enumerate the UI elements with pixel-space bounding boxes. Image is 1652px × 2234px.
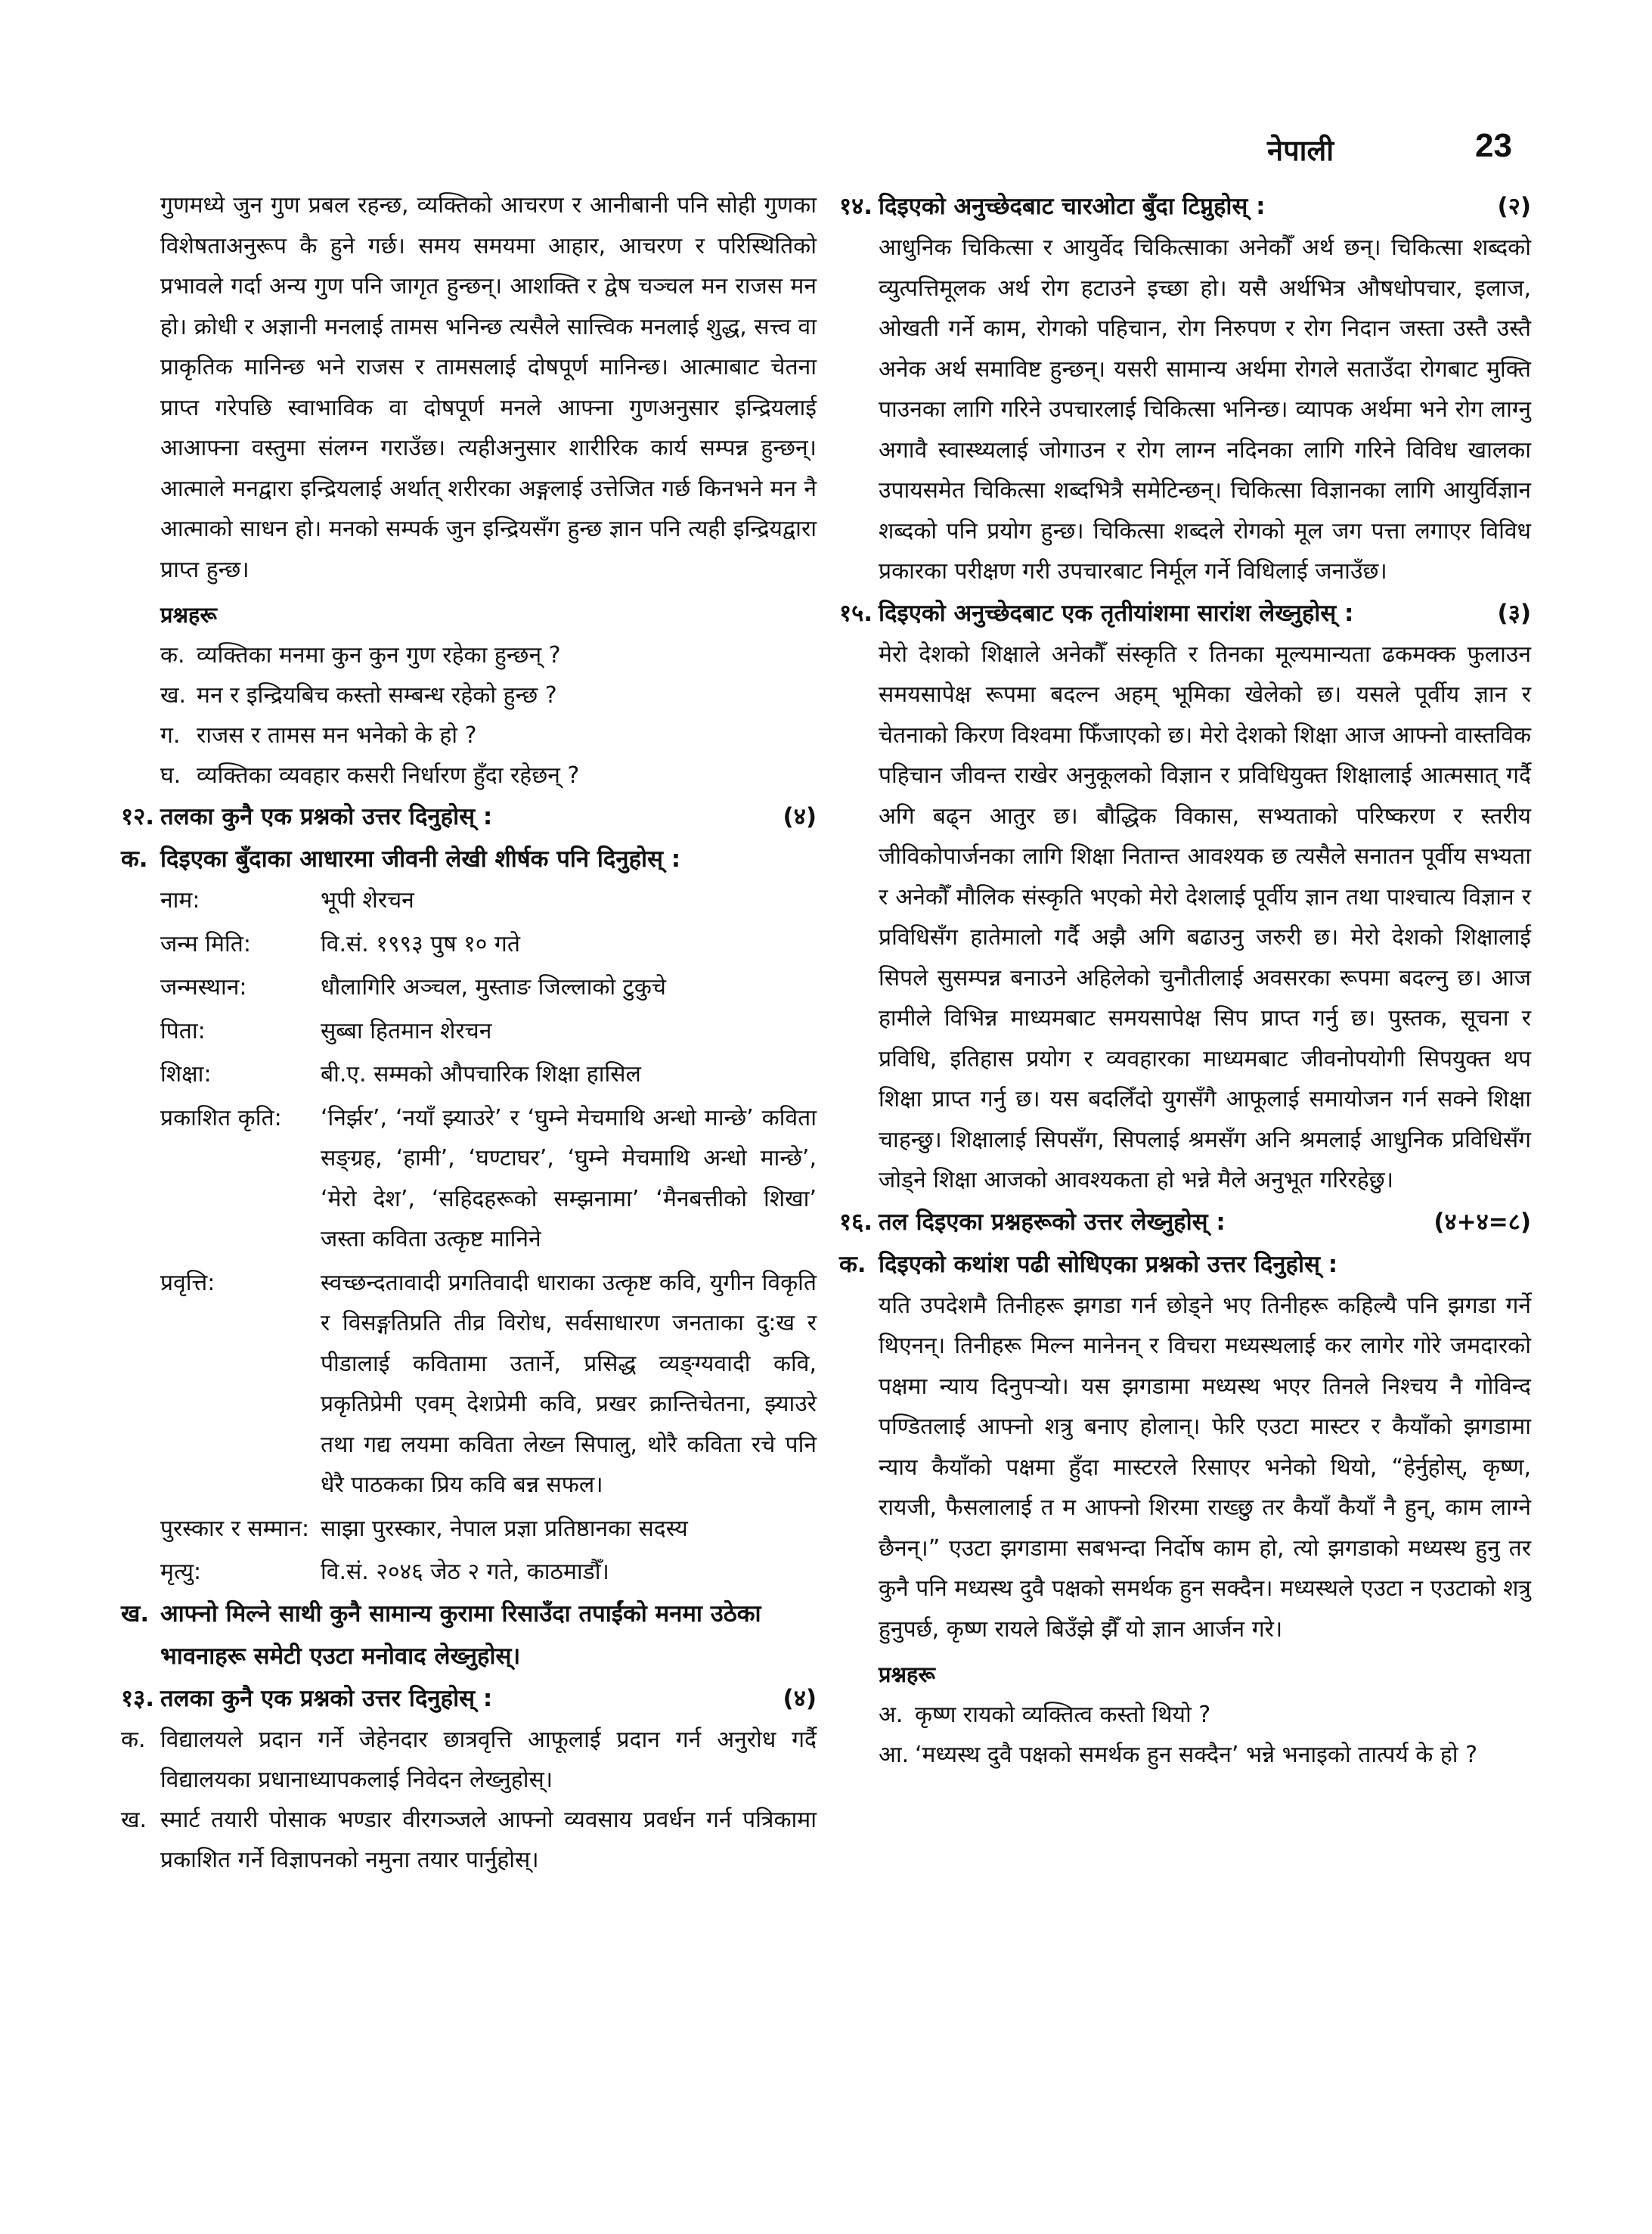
page-header [1179, 127, 1527, 175]
question-label: घ. [160, 762, 181, 789]
question-title: तल दिइएका प्रश्नहरूको उत्तर लेख्नुहोस् : [879, 1208, 1226, 1236]
bio-key: नाम: [160, 887, 200, 914]
question-title: दिइएको अनुच्छेदबाट एक तृतीयांशमा सारांश लेख्नुहोस् : [879, 599, 1354, 627]
questions-heading: प्रश्नहरू [160, 602, 217, 628]
question-title: तलका कुनै एक प्रश्नको उत्तर दिनुहोस् : [160, 803, 493, 830]
passage-q11: गुणमध्ये जुन गुण प्रबल रहन्छ, व्यक्तिको आचरण र आनीबानी पनि सोही गुणका विशेषताअनुरूप कै हुने गर्छ। समय समयमा आहार, आचरण र परिस्थितिको प्रभावले गर्दा अन्य गुण पनि जागृत हुन्छन्। आशक्ति र द्वेष चञ्चल मन राजस मन हो। क्रोधी र अज्ञानी मनलाई तामस भनिन्छ त्यसैले सात्त्विक मनलाई शुद्ध, सत्त्व वा प्राकृतिक मानिन्छ भने राजस र तामसलाई दोषपूर्ण मानिन्छ। आत्माबाट चेतना प्राप्त गरेपछि स्वाभाविक वा दोषपूर्ण मनले आफ्ना गुणअनुसार इन्द्रियलाई आआफ्ना वस्तुमा संलग्न गराउँछ। त्यहीअनुसार शारीरिक कार्य सम्पन्न हुन्छन्। आत्माले मनद्वारा इन्द्रियलाई अर्थात् शरीरका अङ्गलाई उत्तेजित गर्छ किनभने मन नै आत्माको साधन हो। मनको सम्पर्क जुन इन्द्रियसँग हुन्छ ज्ञान पनि त्यही इन्द्रियद्वारा प्राप्त हुन्छ। [160, 192, 817, 583]
question-title: तलका कुनै एक प्रश्नको उत्तर दिनुहोस् : [160, 1684, 493, 1712]
sub-label: क. [121, 846, 148, 873]
question-12-heading [121, 796, 817, 838]
bio-key: प्रवृत्ति: [160, 1269, 215, 1296]
question-item [160, 756, 817, 796]
bio-key: पिता: [160, 1017, 206, 1044]
sub-title: दिइएका बुँदाका आधारमा जीवनी लेखी शीर्षक पनि दिनुहोस् : [160, 846, 681, 873]
right-column [839, 185, 1531, 1775]
question-label: अ. [879, 1702, 903, 1728]
question-label: ख. [160, 682, 187, 709]
question-list [839, 1695, 1531, 1775]
bio-row-birthplace [160, 967, 817, 1008]
bio-key: जन्म मिति: [160, 930, 251, 957]
question-text: व्यक्तिका मनमा कुन कुन गुण रहेका हुन्छन् ? [197, 642, 561, 669]
question-label: आ. [879, 1742, 910, 1768]
bio-value: सुब्बा हितमान शेरचन [321, 1017, 492, 1044]
question-text: व्यक्तिका व्यवहार कसरी निर्धारण हुँदा रहेछन् ? [197, 762, 580, 789]
question-item [160, 635, 817, 675]
page-number: 23 [1475, 127, 1512, 164]
biography-table [160, 880, 817, 1593]
bio-row-education [160, 1054, 817, 1095]
bio-row-awards [160, 1509, 817, 1550]
question-marks: (४) [783, 1684, 817, 1712]
question-number: १५. [839, 599, 873, 627]
left-column [121, 185, 817, 1880]
bio-row-father [160, 1011, 817, 1052]
bio-key: प्रकाशित कृति: [160, 1104, 282, 1131]
question-12a-heading [121, 838, 817, 880]
question-13-option [121, 1720, 817, 1800]
question-item [879, 1695, 1531, 1735]
question-16a-heading [839, 1243, 1531, 1286]
sub-title: आफ्नो मिल्ने साथी कुनै सामान्य कुरामा रिसाउँदा तपाईंको मनमा उठेका भावनाहरू समेटी एउटा मनोवाद लेख्नुहोस्। [160, 1599, 761, 1670]
bio-key: मृत्यु: [160, 1559, 202, 1585]
bio-row-death [160, 1552, 817, 1593]
bio-value: वि.सं. १९९३ पुष १० गते [321, 930, 520, 957]
bio-value: वि.सं. २०४६ जेठ २ गते, काठमाडौँ। [321, 1559, 609, 1585]
question-13-option [121, 1800, 817, 1880]
question-14-heading [839, 185, 1531, 228]
question-15-heading [839, 592, 1531, 635]
question-text: मन र इन्द्रियबिच कस्तो सम्बन्ध रहेको हुन्छ ? [197, 682, 557, 709]
question-label: क. [160, 642, 185, 669]
question-list [121, 635, 817, 796]
question-number: १२. [121, 803, 155, 830]
option-label: ख. [121, 1806, 147, 1833]
bio-key: पुरस्कार र सम्मान: [160, 1515, 310, 1542]
question-16-heading [839, 1201, 1531, 1243]
question-item [160, 715, 817, 756]
bio-key: जन्मस्थान: [160, 974, 247, 1001]
questions-heading: प्रश्नहरू [879, 1662, 935, 1687]
option-label: क. [121, 1726, 146, 1753]
sub-label: ख. [121, 1599, 150, 1627]
bio-value: साझा पुरस्कार, नेपाल प्रज्ञा प्रतिष्ठानका सदस्य [321, 1515, 688, 1542]
bio-row-name [160, 880, 817, 921]
subject-title: नेपाली [1267, 134, 1334, 167]
bio-value: धौलागिरि अञ्चल, मुस्ताङ जिल्लाको टुकुचे [321, 974, 666, 1001]
option-text: विद्यालयले प्रदान गर्ने जेहेनदार छात्रवृत्ति आफूलाई प्रदान गर्न अनुरोध गर्दै विद्यालयका प्रधानाध्यापकलाई निवेदन लेख्नुहोस्। [160, 1726, 817, 1793]
passage-q14: आधुनिक चिकित्सा र आयुर्वेद चिकित्साका अनेकौँ अर्थ छन्। चिकित्सा शब्दको व्युत्पत्तिमूलक अर्थ रोग हटाउने इच्छा हो। यसै अर्थभित्र औषधोपचार, इलाज, ओखती गर्ने काम, रोगको पहिचान, रोग निरुपण र रोग निदान जस्ता उस्तै उस्तै अनेक अर्थ समाविष्ट हुन्छन्। यसरी सामान्य अर्थमा रोगले सताउँदा रोगबाट मुक्ति पाउनका लागि गरिने उपचारलाई चिकित्सा भनिन्छ। व्यापक अर्थमा भने रोग लाग्नु अगावै स्वास्थ्यलाई जोगाउन र रोग लाग्न नदिनका लागि गरिने विविध खालका उपायसमेत चिकित्सा शब्दभित्रै समेटिन्छन्। चिकित्सा विज्ञानका लागि आयुर्विज्ञान शब्दको पनि प्रयोग हुन्छ। चिकित्सा शब्दले रोगको मूल जग पत्ता लगाएर विविध प्रकारका परीक्षण गरी उपचारबाट निर्मूल गर्ने विधिलाई जनाउँछ। [879, 234, 1531, 585]
question-number: १६. [839, 1208, 873, 1236]
sub-label: क. [839, 1250, 866, 1278]
option-text: स्मार्ट तयारी पोसाक भण्डार वीरगञ्जले आफ्नो व्यवसाय प्रवर्धन गर्न पत्रिकामा प्रकाशित गर्ने विज्ञापनको नमुना तयार पार्नुहोस्। [160, 1806, 817, 1873]
question-text: कृष्ण रायको व्यक्तित्व कस्तो थियो ? [915, 1702, 1211, 1728]
bio-value: भूपी शेरचन [321, 887, 414, 914]
question-item [160, 675, 817, 715]
bio-value: बी.ए. सम्मको औपचारिक शिक्षा हासिल [321, 1061, 641, 1088]
question-text: राजस र तामस मन भनेको के हो ? [197, 722, 477, 749]
question-text: ‘मध्यस्थ दुवै पक्षको समर्थक हुन सक्दैन’ भन्ने भनाइको तात्पर्य के हो ? [915, 1742, 1478, 1768]
question-marks: (३) [1497, 599, 1531, 627]
question-12b-heading [121, 1593, 817, 1677]
bio-value: ‘निर्झर’, ‘नयाँ झ्याउरे’ र ‘घुम्ने मेचमाथि अन्धो मान्छे’ कविता सङ्ग्रह, ‘हामी’, ‘घण्टाघर’, ‘घुम्ने मेचमाथि अन्धो मान्छे’, ‘मेरो देश’, ‘सहिदहरूको सम्झनामा’ ‘मैनबत्तीको शिखा’ जस्ता कविता उत्कृष्ट मानिने [321, 1104, 817, 1252]
question-marks: (२) [1497, 193, 1531, 220]
question-13-heading [121, 1677, 817, 1720]
bio-key: शिक्षा: [160, 1061, 212, 1088]
question-item [879, 1735, 1531, 1775]
passage-q16: यति उपदेशमै तिनीहरू झगडा गर्न छोड्ने भए तिनीहरू कहिल्यै पनि झगडा गर्ने थिएनन्। तिनीहरू मिल्न मानेनन् र विचरा मध्यस्थलाई कर लागेर गोरे जमदारको पक्षमा न्याय दिनुपर्‍यो। यस झगडामा मध्यस्थ भएर तिनले निश्चय नै गोविन्द पण्डितलाई आफ्नो शत्रु बनाए होलान्। फेरि एउटा मास्टर र कैयाँको झगडामा न्याय कैयाँको पक्षमा हुँदा मास्टरले रिसाएर भनेको थियो, “हेर्नुहोस्, कृष्ण, रायजी, फैसलालाई त म आफ्नो शिरमा राख्छु तर कैयाँ कैयाँ नै हुन्, काम लाग्ने छैनन्।” एउटा झगडामा सबभन्दा निर्दोष काम हो, त्यो झगडाको मध्यस्थ हुनु तर कुनै पनि मध्यस्थ दुवै पक्षको समर्थक हुन सक्दैन। मध्यस्थले एउटा न एउटाको शत्रु हुनुपर्छ, कृष्ण रायले बिउँझे झैँ यो ज्ञान आर्जन गरे। [879, 1292, 1531, 1643]
question-number: १४. [839, 193, 873, 220]
question-marks: (४) [783, 803, 817, 830]
question-marks: (४+४=८) [1433, 1208, 1531, 1236]
bio-row-works [160, 1098, 817, 1260]
question-number: १३. [121, 1684, 155, 1712]
bio-row-birthdate [160, 924, 817, 965]
question-label: ग. [160, 722, 181, 749]
bio-row-tendency [160, 1263, 817, 1506]
bio-value: स्वच्छन्दतावादी प्रगतिवादी धाराका उत्कृष्ट कवि, युगीन विकृति र विसङ्गतिप्रति तीव्र विरोध, सर्वसाधारण जनताका दु:ख र पीडालाई कवितामा उतार्ने, प्रसिद्ध व्यङ्ग्यवादी कवि, प्रकृतिप्रेमी एवम् देशप्रेमी कवि, प्रखर क्रान्तिचेतना, झ्याउरे तथा गद्य लयमा कविता लेख्न सिपालु, थोरै कविता रचे पनि धेरै पाठकका प्रिय कवि बन्न सफल। [321, 1269, 817, 1498]
question-title: दिइएको अनुच्छेदबाट चारओटा बुँदा टिप्नुहोस् : [879, 193, 1266, 220]
passage-q15: मेरो देशको शिक्षाले अनेकौँ संस्कृति र तिनका मूल्यमान्यता ढकमक्क फुलाउन समयसापेक्ष रूपमा बदल्न अहम् भूमिका खेलेको छ। यसले पूर्वीय ज्ञान र चेतनाको किरण विश्वमा फिँजाएको छ। मेरो देशको शिक्षा आज आफ्नो वास्तविक पहिचान जीवन्त राखेर अनुकूलको विज्ञान र प्रविधियुक्त शिक्षालाई आत्मसात् गर्दै अगि बढ्न आतुर छ। बौद्धिक विकास, सभ्यताको परिष्करण र स्तरीय जीविकोपार्जनका लागि शिक्षा नितान्त आवश्यक छ त्यसैले सनातन पूर्वीय सभ्यता र अनेकौँ मौलिक संस्कृति भएको मेरो देशलाई पूर्वीय ज्ञान तथा पाश्चात्य विज्ञान र प्रविधिसँग हातेमालो गर्दै अझै अगि बढाउनु जरुरी छ। मेरो देशको शिक्षालाई सिपले सुसम्पन्न बनाउने अहिलेको चुनौतीलाई अवसरका रूपमा बदल्नु छ। आज हामीले विभिन्न माध्यमबाट समयसापेक्ष सिप प्राप्त गर्नु छ। पुस्तक, सूचना र प्रविधि, इतिहास प्रयोग र व्यवहारका माध्यमबाट जीवनोपयोगी सिपयुक्त थप शिक्षा प्राप्त गर्नु छ। यस बदलिँदो युगसँगै आफूलाई समायोजन गर्न सक्ने शिक्षा चाहन्छु। शिक्षालाई सिपसँग, सिपलाई श्रमसँग अनि श्रमलाई आधुनिक प्रविधिसँग जोड्ने शिक्षा आजको आवश्यकता हो भन्ने मैले अनुभूत गरिरहेछु। [879, 641, 1531, 1193]
sub-title: दिइएको कथांश पढी सोधिएका प्रश्नको उत्तर दिनुहोस् : [879, 1250, 1338, 1278]
